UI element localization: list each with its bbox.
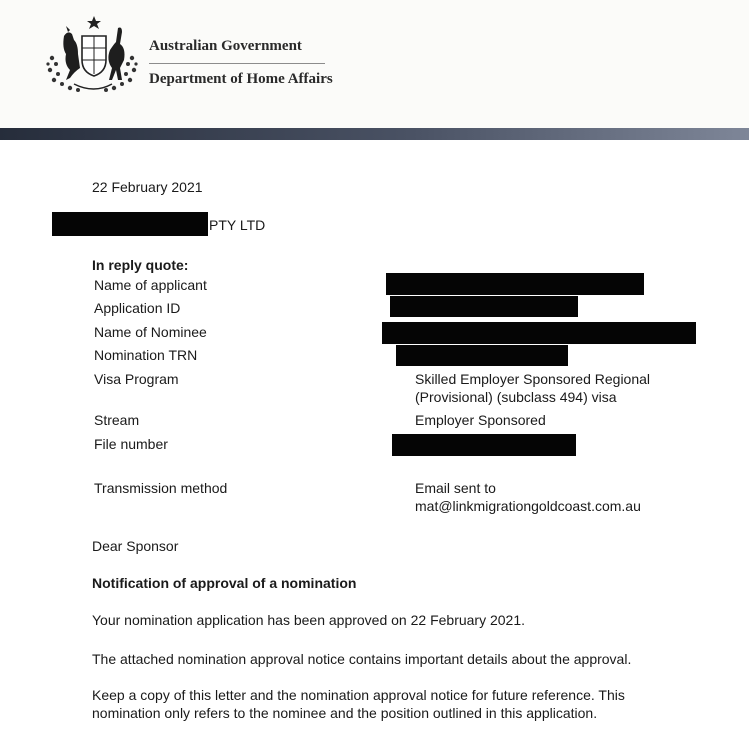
trn-label: Nomination TRN — [94, 347, 198, 363]
paragraph-notice: The attached nomination approval notice contains important details about the approval. — [92, 651, 632, 667]
department-name: Department of Home Affairs — [149, 71, 333, 87]
application-id-label: Application ID — [94, 300, 181, 316]
paragraph-approval: Your nomination application has been approved on 22 February 2021. — [92, 612, 526, 628]
letter-date: 22 February 2021 — [92, 179, 203, 195]
paragraph-keep-copy-line2: nomination only refers to the nominee and the position outlined in this application. — [92, 705, 598, 721]
transmission-email[interactable]: mat@linkmigrationgoldcoast.com.au — [415, 498, 641, 514]
visa-program-value-line2: (Provisional) (subclass 494) visa — [415, 389, 617, 405]
visa-program-label: Visa Program — [94, 371, 179, 387]
redacted-trn — [396, 345, 568, 366]
redacted-company-name — [52, 212, 208, 236]
redacted-file-number — [392, 434, 576, 456]
stream-label: Stream — [94, 412, 140, 428]
redacted-nominee — [382, 322, 696, 344]
visa-program-value-line1: Skilled Employer Sponsored Regional — [415, 371, 651, 387]
addressee-suffix: PTY LTD — [209, 217, 266, 233]
file-number-label: File number — [94, 436, 168, 452]
transmission-label: Transmission method — [94, 480, 228, 496]
nominee-label: Name of Nominee — [94, 324, 207, 340]
transmission-value-line1: Email sent to — [415, 480, 496, 496]
header-band — [0, 128, 749, 140]
letterhead — [0, 0, 749, 128]
header-divider — [149, 63, 325, 64]
stream-value: Employer Sponsored — [415, 412, 546, 428]
coat-of-arms-icon — [44, 14, 140, 96]
letter-subject: Notification of approval of a nomination — [92, 575, 357, 591]
paragraph-keep-copy-line1: Keep a copy of this letter and the nomination approval notice for future reference. This — [92, 687, 625, 703]
applicant-label: Name of applicant — [94, 277, 207, 293]
salutation: Dear Sponsor — [92, 538, 179, 554]
government-name: Australian Government — [149, 38, 302, 54]
redacted-applicant — [386, 273, 644, 295]
reply-heading: In reply quote: — [92, 257, 189, 273]
redacted-application-id — [390, 296, 578, 317]
